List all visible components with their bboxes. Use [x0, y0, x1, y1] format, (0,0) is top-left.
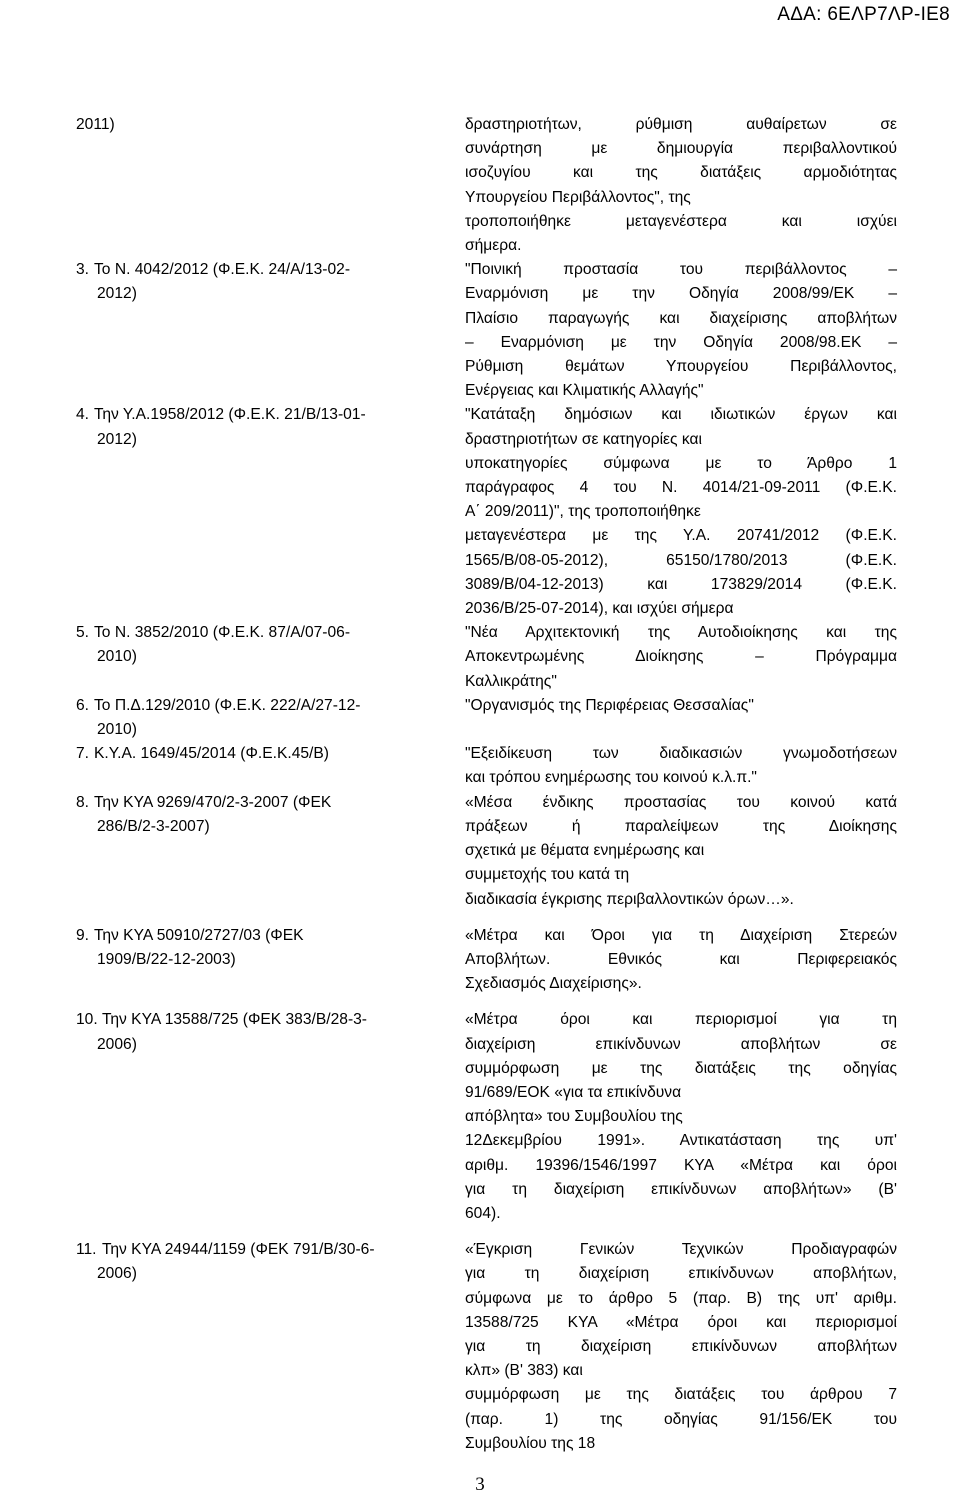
law-reference-text: Το Ν. 4042/2012 (Φ.Ε.Κ. 24/Α/13-02- — [94, 261, 351, 279]
description-line: απόβλητα» του Συμβουλίου της — [465, 1108, 683, 1126]
law-description — [465, 791, 905, 912]
description-line: – Εναρμόνιση με την Οδηγία 2008/98.ΕΚ – — [465, 333, 897, 351]
description-line: Αποβλήτων. Εθνικός και Περιφερειακός — [465, 950, 897, 968]
table-row — [60, 621, 960, 694]
description-line: συμμόρφωση με της διατάξεις του άρθρου 7 — [465, 1386, 897, 1404]
law-reference-text: Το Π.Δ.129/2010 (Φ.Ε.Κ. 222/Α/27-12- — [94, 696, 361, 714]
row-number: 6. — [76, 696, 90, 714]
description-line: συνάρτηση με δημιουργία περιβαλλοντικού — [465, 140, 897, 158]
description-line: σύμφωνα με το άρθρο 5 (παρ. Β) της υπ' αριθμ. — [465, 1289, 897, 1307]
description-line: 2036/Β/25-07-2014), και ισχύει σήμερα — [465, 600, 734, 618]
law-reference — [60, 113, 465, 258]
law-reference-text: Την ΚΥΑ 24944/1159 (ΦΕΚ 791/Β/30-6- — [102, 1241, 375, 1259]
description-line: Καλλικράτης" — [465, 672, 557, 690]
description-line: κλπ» (Β' 383) και — [465, 1362, 583, 1380]
description-line: παράγραφος 4 του Ν. 4014/21-09-2011 (Φ.Ε.Κ. — [465, 479, 897, 497]
description-line: Πλαίσιο παραγωγής και διαχείρισης αποβλήτων — [465, 309, 897, 327]
description-line: αριθμ. 19396/1546/1997 ΚΥΑ «Μέτρα και όροι — [465, 1156, 897, 1174]
description-line: 13588/725 ΚΥΑ «Μέτρα όροι και περιορισμοί — [465, 1313, 897, 1331]
description-line: πράξεων ή παραλείψεων της Διοίκησης — [465, 817, 897, 835]
description-line: Ενέργειας και Κλιματικής Αλλαγής" — [465, 382, 704, 400]
law-reference-text: 2012) — [97, 430, 137, 448]
description-line: δραστηριοτήτων, ρύθμιση αυθαίρετων σε — [465, 116, 897, 133]
description-line: Α΄ 209/2011)", της τροποποιήθηκε — [465, 503, 701, 521]
row-number: 7. — [76, 745, 90, 763]
law-reference — [60, 1238, 465, 1456]
table-row — [60, 113, 960, 258]
ada-identifier: ΑΔΑ: 6ΕΛΡ7ΛΡ-ΙΕ8 — [777, 4, 950, 25]
description-line: «Μέτρα όροι και περιορισμοί για τη — [465, 1011, 897, 1029]
description-line: συμμόρφωση με της διατάξεις της οδηγίας — [465, 1059, 897, 1077]
description-line: (παρ. 1) της οδηγίας 91/156/ΕΚ του — [465, 1410, 897, 1428]
description-line: «Μέσα ένδικης προστασίας του κοινού κατά — [465, 793, 897, 811]
law-reference-text: Το Ν. 3852/2010 (Φ.Ε.Κ. 87/Α/07-06- — [94, 624, 351, 642]
description-line: 91/689/ΕΟΚ «για τα επικίνδυνα — [465, 1083, 682, 1101]
table-row — [60, 791, 960, 912]
row-number: 5. — [76, 624, 90, 642]
description-line: "Νέα Αρχιτεκτονική της Αυτοδιοίκησης και της — [465, 624, 897, 642]
table-row — [60, 742, 960, 790]
law-description — [465, 694, 905, 742]
law-reference — [60, 742, 465, 790]
law-description — [465, 621, 905, 694]
description-line: 604). — [465, 1204, 501, 1222]
description-line: Συμβουλίου της 18 — [465, 1434, 596, 1452]
description-line: 12Δεκεμβρίου 1991». Αντικατάσταση της υπ' — [465, 1132, 897, 1150]
description-line: "Οργανισμός της Περιφέρειας Θεσσαλίας" — [465, 696, 754, 714]
description-line: Αποκεντρωμένης Διοίκησης – Πρόγραμμα — [465, 648, 897, 666]
page-number: 3 — [475, 1474, 485, 1495]
law-reference-text: 2010) — [97, 721, 137, 739]
law-reference — [60, 791, 465, 912]
law-description — [465, 924, 905, 997]
law-reference-text: 2011) — [76, 116, 115, 133]
table-row — [60, 1238, 960, 1456]
description-line: Ρύθμιση θεμάτων Υπουργείου Περιβάλλοντος, — [465, 358, 897, 376]
law-reference-text: 2006) — [97, 1035, 137, 1053]
description-line: «Έγκριση Γενικών Τεχνικών Προδιαγραφών — [465, 1241, 897, 1259]
description-line: ισοζυγίου και της διατάξεις αρμοδιότητας — [465, 164, 897, 182]
law-reference — [60, 403, 465, 621]
description-line: Εναρμόνιση με την Οδηγία 2008/99/ΕΚ – — [465, 285, 897, 303]
table-row — [60, 694, 960, 742]
law-reference — [60, 621, 465, 694]
law-reference — [60, 1008, 465, 1226]
law-description — [465, 1008, 905, 1226]
law-reference — [60, 694, 465, 742]
row-number: 9. — [76, 926, 90, 944]
description-line: διαδικασία έγκρισης περιβαλλοντικών όρων…». — [465, 890, 794, 908]
row-number: 10. — [76, 1011, 98, 1029]
law-reference-text: 2012) — [97, 285, 137, 303]
law-description — [465, 258, 905, 403]
description-line: σήμερα. — [465, 237, 522, 255]
table-row — [60, 258, 960, 403]
table-row — [60, 1008, 960, 1226]
law-reference-text: Την ΚΥΑ 13588/725 (ΦΕΚ 383/Β/28-3- — [102, 1011, 368, 1029]
description-line: 1565/Β/08-05-2012), 65150/1780/2013 (Φ.Ε.Κ. — [465, 551, 897, 569]
table-row — [60, 924, 960, 997]
description-line: Σχεδιασμός Διαχείρισης». — [465, 975, 642, 993]
description-line: 3089/Β/04-12-2013) και 173829/2014 (Φ.Ε.Κ. — [465, 575, 897, 593]
row-number: 4. — [76, 406, 90, 424]
law-description — [465, 742, 905, 790]
description-line: διαχείριση επικίνδυνων αποβλήτων σε — [465, 1035, 897, 1053]
description-line: για τη διαχείριση επικίνδυνων αποβλήτων» (Β' — [465, 1180, 897, 1198]
legislation-table — [60, 113, 960, 1456]
law-reference-text: 286/Β/2-3-2007) — [97, 817, 210, 835]
description-line: και τρόπου ενημέρωσης του κοινού κ.λ.π." — [465, 769, 757, 787]
description-line: υποκατηγορίες σύμφωνα με το Άρθρο 1 — [465, 454, 897, 472]
description-line: μεταγενέστερα με της Υ.Α. 20741/2012 (Φ.Ε.Κ. — [465, 527, 897, 545]
law-description — [465, 403, 905, 621]
row-number: 8. — [76, 793, 90, 811]
row-number: 3. — [76, 261, 90, 279]
description-line: για τη διαχείριση επικίνδυνων αποβλήτων, — [465, 1265, 897, 1283]
law-description — [465, 1238, 905, 1456]
description-line: "Κατάταξη δημόσιων και ιδιωτικών έργων και — [465, 406, 897, 424]
law-reference — [60, 258, 465, 403]
description-line: για τη διαχείριση επικίνδυνων αποβλήτων — [465, 1337, 897, 1355]
description-line: δραστηριοτήτων σε κατηγορίες και — [465, 430, 702, 448]
law-reference-text: 2006) — [97, 1265, 137, 1283]
description-line: τροποποιήθηκε μεταγενέστερα και ισχύει — [465, 212, 897, 230]
description-line: «Μέτρα και Όροι για τη Διαχείριση Στερεών — [465, 926, 897, 944]
table-row — [60, 403, 960, 621]
law-reference-text: Κ.Υ.Α. 1649/45/2014 (Φ.Ε.Κ.45/Β) — [94, 745, 329, 763]
row-number: 11. — [76, 1241, 97, 1259]
description-line: σχετικά με θέματα ενημέρωσης και — [465, 842, 705, 860]
law-reference-text: Την ΚΥΑ 50910/2727/03 (ΦΕΚ — [94, 926, 304, 944]
law-reference-text: 2010) — [97, 648, 137, 666]
description-line: συμμετοχής του κατά τη — [465, 866, 630, 884]
law-reference-text: 1909/Β/22-12-2003) — [97, 950, 236, 968]
law-description — [465, 113, 905, 258]
description-line: Υπουργείου Περιβάλλοντος", της — [465, 188, 691, 206]
law-reference — [60, 924, 465, 997]
law-reference-text: Την ΚΥΑ 9269/470/2-3-2007 (ΦΕΚ — [94, 793, 332, 811]
description-line: "Ποινική προστασία του περιβάλλοντος – — [465, 261, 897, 279]
law-reference-text: Την Υ.Α.1958/2012 (Φ.Ε.Κ. 21/Β/13-01- — [94, 406, 366, 424]
description-line: "Εξειδίκευση των διαδικασιών γνωμοδοτήσεων — [465, 745, 897, 763]
